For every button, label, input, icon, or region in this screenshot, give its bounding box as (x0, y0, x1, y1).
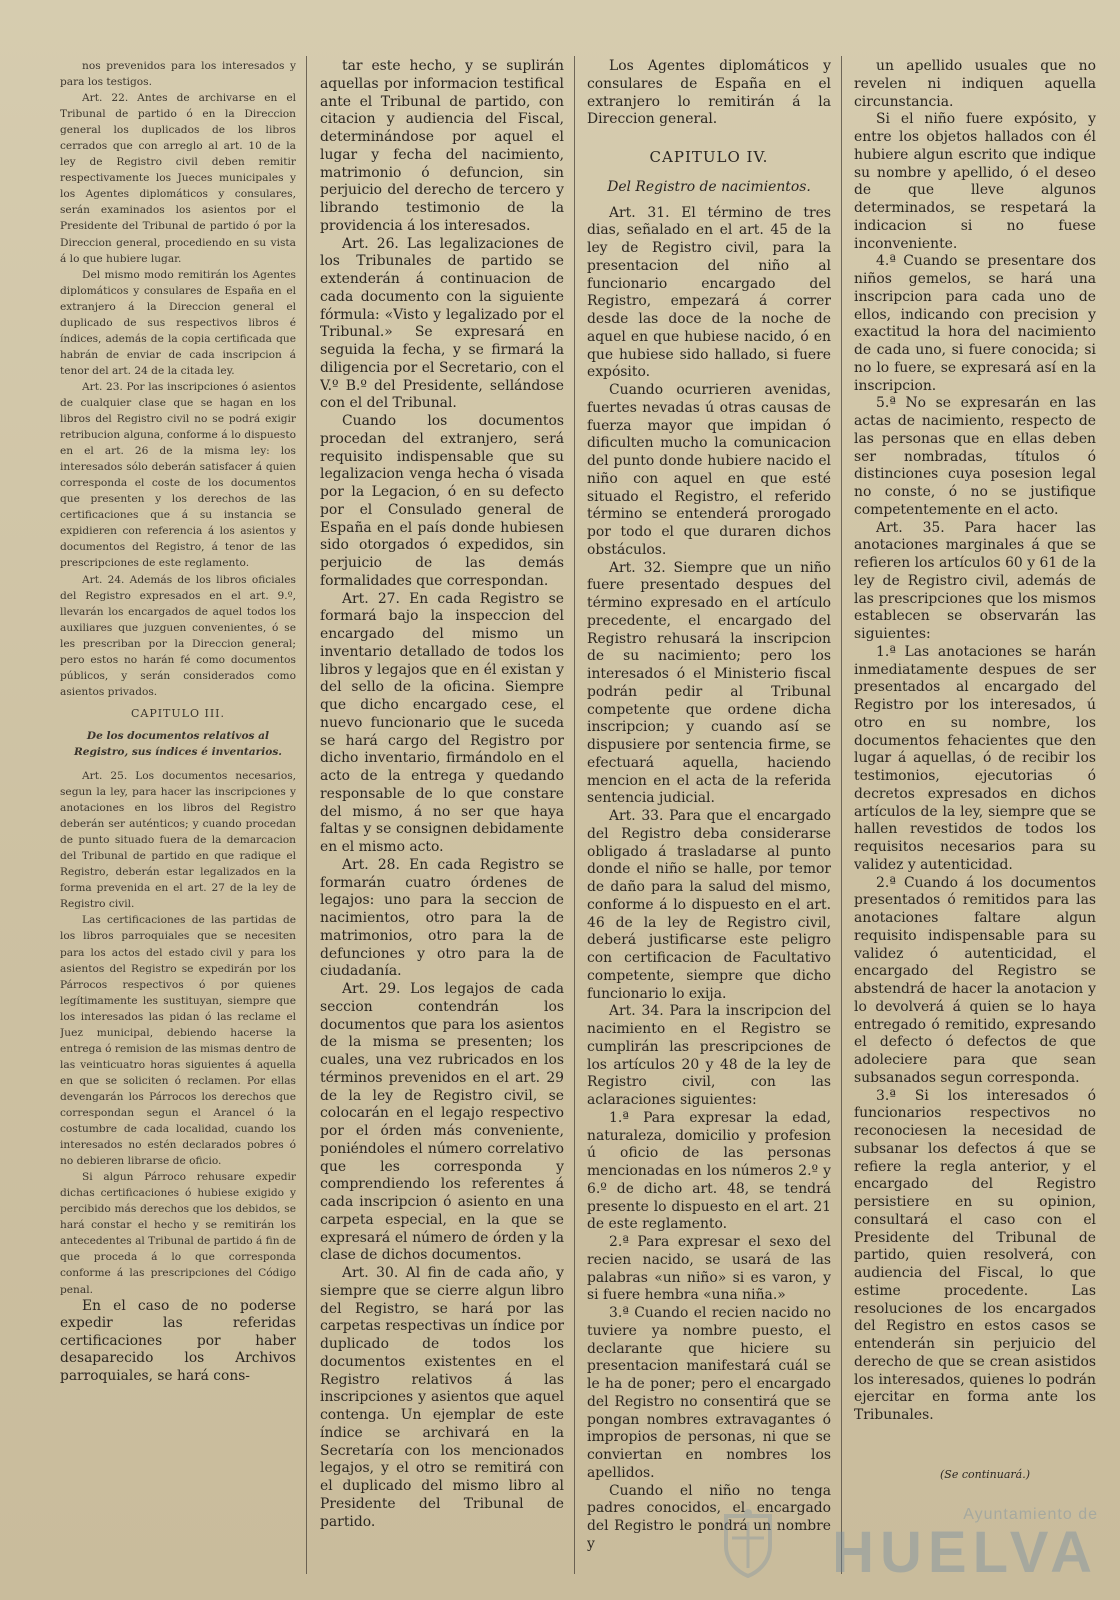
article-29: Art. 29. Los legajos de cada seccion contendrán los documentos que para los asientos de la misma se presenten; los cuales, una vez rubricados en los términos prevenidos en el art. 29 de la ley de Registro civil, se colocarán en el legajo respectivo por el órden más conveniente, poniéndoles el número correlativo que les corresponda y comprendiendo los referentes á cada inscripcion ó asiento en una carpeta especial, en la que se expresará el número de órden y la clase de dichos documentos. (320, 981, 564, 1264)
article-31: Art. 31. El término de tres dias, señalado en el art. 45 de la ley de Registro civil, para la presentacion del niño al funcionario encargado del Registro, empezará á correr desde las doce de la noche de aquel en que hubiese nacido, ó en que hubiese sido hallado, si fuere expósito. (587, 204, 831, 381)
column-3 (587, 58, 831, 1566)
rule-item: 4.ª Cuando se presentare dos niños gemelos, se hará una inscripcion para cada uno de ellos, indicando con precision y exactitud la hora del nacimiento de cada uno, si fuere conocida; si no lo fuere, se expresará así en la inscripcion. (854, 253, 1096, 394)
archive-watermark (832, 1506, 1098, 1585)
continued-note: (Se continuará.) (940, 1468, 1030, 1481)
paragraph: Si el niño fuere expósito, y entre los objetos hallados con él hubiere algun escrito que indique su nombre y apellido, ó el deseo de que lleve algunos determinados, se respetará la indicacion si no fuese inconveniente. (854, 111, 1096, 252)
watermark-line: Ayuntamiento de (963, 1506, 1098, 1523)
column-2 (320, 58, 564, 1566)
paragraph: Cuando ocurrieren avenidas, fuertes nevadas ú otras causas de fuerza mayor que impidan ó dificulten mucho la comunicacion del punto donde hubiere nacido el niño con aquel en que esté situado el Registro, el referido término se entenderá prorogado por todo el que duraren dichos obstáculos. (587, 382, 831, 558)
paragraph: Cuando los documentos procedan del extranjero, será requisito indispensable que su legalizacion venga hecha ó visada por la Legacion, ó en su defecto por el Consulado general de España en el país donde hubiesen sido otorgados ó expedidos, sin perjuicio de las demás formalidades que correspondan. (320, 413, 564, 589)
article-27: Art. 27. En cada Registro se formará bajo la inspeccion del encargado del mismo un inventario detallado de todos los libros y legajos que en él existan y del sello de la oficina. Siempre que dicho encargado cese, el nuevo funcionario que le suceda se hará cargo del Registro por dicho inventario, firmándolo en el acto de la entrega y quedando responsable de lo que constare del mismo, á no ser que haya faltas y se consignen debidamente en el mismo acto. (320, 590, 564, 855)
article-35: Art. 35. Para hacer las anotaciones marginales á que se refieren los artículos 60 y 61 de la ley de Registro civil, además de las prescripciones que los mismos establecen se observarán las siguientes: (854, 519, 1096, 642)
chapter-subtitle: De los documentos relativos al Registro, sus índices é inventarios. (73, 729, 282, 758)
article-34: Art. 34. Para la inscripcion del nacimiento en el Registro se cumplirán las prescripciones de los artículos 20 y 48 de la ley de Registro civil, con las aclaraciones siguientes: (587, 1003, 831, 1108)
article-30: Art. 30. Al fin de cada año, y siempre que se cierre algun libro del Registro, se hará por las carpetas respectivas un índice por duplicado de todos los documentos existentes en el Registro relativos á las inscripciones y asientos que aquel contenga. Un ejemplar de este índice se archivará en la Secretaría con los mencionados legajos, y el otro se remitirá con el duplicado del mismo libro al Presidente del Tribunal de partido. (320, 1265, 564, 1530)
article-22: Art. 22. Antes de archivarse en el Tribunal de partido ó en la Direccion general los duplicados de los libros cerrados que con arreglo al art. 10 de la ley de Registro civil deben remitir respectivamente los Jueces municipales y los Agentes diplomáticos y consulares, serán examinados los asientos por el Presidente del Tribunal de partido ó por la Direccion general, procediendo en su vista á lo que hubiere lugar. (60, 92, 296, 265)
column-1 (60, 58, 296, 1566)
paragraph: tar este hecho, y se suplirán aquellas por informacion testifical ante el Tribunal de partido, con citacion y audiencia del Fiscal, determinándose por aquel el lugar y fecha del nacimiento, matrimonio ó defuncion, sin perjuicio del derecho de tercero y librando testimonio de la providencia á los interesados. (320, 58, 564, 234)
rule-item: 2.ª Para expresar el sexo del recien nacido, se usará de las palabras «un niño» si es varon, y si fuere hembra «una niña.» (587, 1234, 831, 1304)
rule-item: 1.ª Para expresar la edad, naturaleza, domicilio y profesion ú oficio de las personas mencionadas en los números 2.º y 6.º de dicho art. 48, se tendrá presente lo dispuesto en el art. 21 de este reglamento. (587, 1109, 831, 1233)
article-24: Art. 24. Además de los libros oficiales del Registro expresados en el art. 9.º, llevarán los encargados de aquel todos los auxiliares que juzguen convenientes, ó se les prescriban por la Direccion general; pero estos no harán fé como documentos públicos, y serán considerados como asientos privados. (60, 573, 296, 698)
rule-item: 1.ª Las anotaciones se harán inmediatamente despues de ser presentados al encargado del Registro por los interesados, ú otro en su nombre, los documentos fehacientes que den lugar á aquellas, ó de recibir los testimonios, ejecutorias ó decretos expresados en dichos artículos de la ley, siempre que se hallen revestidos de todos los requisitos necesarios para su validez y autenticidad. (854, 643, 1096, 873)
article-28: Art. 28. En cada Registro se formarán cuatro órdenes de legajos: uno para la seccion de nacimientos, otro para la de matrimonios, otro para la de defunciones y otro para la de ciudadanía. (320, 856, 564, 980)
paragraph: Si algun Párroco rehusare expedir dichas certificaciones ó hubiese exigido y percibido más derechos que los debidos, se hará constar el hecho y se remitirán los antecedentes al Tribunal de partido á fin de que proceda á lo que corresponda conforme á las prescripciones del Código penal. (60, 1171, 296, 1296)
paragraph: Cuando el niño no tenga padres conocidos, el encargado del Registro le pondrá un nombre y (587, 1482, 831, 1552)
paragraph: un apellido usuales que no revelen ni indiquen aquella circunstancia. (854, 58, 1096, 110)
article-25: Art. 25. Los documentos necesarios, segun la ley, para hacer las inscripciones y anotaciones en los libros del Registro deberán ser auténticos; y cuando procedan de punto situado fuera de la demarcacion del Tribunal de partido en que radique el Registro, deberán estar legalizados en la forma prevenida en el art. 27 de la ley de Registro civil. (60, 770, 296, 911)
rule-item: 3.ª Cuando el recien nacido no tuviere ya nombre puesto, el declarante que hiciere su presentacion manifestará cuál se le ha de poner; pero el encargado del Registro no consentirá que se pongan nombres extravagantes ó impropios de personas, ni que se conviertan en nombres los apellidos. (587, 1305, 831, 1481)
paragraph: En el caso de no poderse expedir las referidas certificaciones por haber desaparecido los Archivos parroquiales, se hará cons- (60, 1297, 296, 1384)
article-32: Art. 32. Siempre que un niño fuere presentado despues del término expresado en el artículo precedente, el encargado del Registro rehusará la inscripcion de su nacimiento; pero los interesados ó el Ministerio fiscal podrán pedir al Tribunal competente que ordene dicha inscripcion; y cuando así se dispusiere por sentencia firme, se efectuará aquella, haciendo mencion en el acta de la referida sentencia judicial. (587, 559, 831, 807)
column-4 (854, 58, 1096, 1566)
watermark-title: HUELVA (832, 1520, 1098, 1585)
paragraph: Los Agentes diplomáticos y consulares de España en el extranjero lo remitirán á la Direccion general. (587, 58, 831, 128)
column-rule (306, 56, 307, 1574)
coat-of-arms-icon (718, 1508, 778, 1578)
column-rule (574, 56, 575, 1574)
article-26: Art. 26. Las legalizaciones de los Tribunales de partido se extenderán á continuacion de cada documento con la siguiente fórmula: «Visto y legalizado por el Tribunal.» Se expresará en seguida la fecha, y se firmará la diligencia por el Secretario, con el V.º B.º del Presidente, sellándose con el del Tribunal. (320, 235, 564, 412)
article-33: Art. 33. Para que el encargado del Registro deba considerarse obligado á trasladarse al punto donde el niño se halle, por temor de daño para la salud del mismo, conforme á lo dispuesto en el art. 46 de la ley de Registro civil, deberá justificarse este peligro con certificacion de Facultativo competente, siempre que dicho funcionario lo exija. (587, 808, 831, 1002)
chapter-subtitle: Del Registro de nacimientos. (607, 178, 811, 195)
rule-item: 3.ª Si los interesados ó funcionarios respectivos no reconociesen la necesidad de subsanar los defectos á que se refiere la regla anterior, y el encargado del Registro persistiere en su opinion, consultará el caso con el Presidente del Tribunal de partido, quien resolverá, con audiencia del Fiscal, lo que estime procedente. Las resoluciones de los encargados del Registro en estos casos se entenderán sin perjuicio del derecho de que se crean asistidos los interesados, quienes lo podrán ejercitar en forma ante los Tribunales. (854, 1087, 1096, 1423)
chapter-heading: CAPITULO III. (130, 706, 226, 720)
chapter-heading: CAPITULO IV. (649, 148, 769, 166)
rule-item: 5.ª No se expresarán en las actas de nacimiento, respecto de las personas que en ellas deben ser nombradas, títulos ó distinciones cuya posesion legal no conste, ó no se justifique competentemente en el acto. (854, 395, 1096, 518)
paragraph: nos prevenidos para los interesados y para los testigos. (60, 60, 296, 89)
article-23: Art. 23. Por las inscripciones ó asientos de cualquier clase que se hagan en los libros del Registro civil no se podrá exigir retribucion alguna, conforme á lo dispuesto en el art. 26 de la misma ley: los interesados sólo deberán satisfacer á quien corresponda el coste de los documentos que presenten y los derechos de las certificaciones que á su instancia se expidieren con referencia á los asientos y documentos del Registro, á tenor de las prescripciones de este reglamento. (60, 380, 296, 570)
paragraph: Del mismo modo remitirán los Agentes diplomáticos y consulares de España en el extranjero á la Direccion general el duplicado de sus respectivos libros é índices, además de la copia certificada que habrán de enviar de cada inscripcion á tenor del art. 24 de la citada ley. (60, 268, 296, 377)
column-rule (841, 56, 842, 1574)
paragraph: Las certificaciones de las partidas de los libros parroquiales que se necesiten para los actos del estado civil y para los asientos del Registro se expedirán por los Párrocos respectivos ó por quienes legítimamente les sustituyan, siempre que los interesados las pidan ó las reclame el Juez municipal, debiendo hacerse la entrega ó remision de las mismas dentro de las veinticuatro horas siguientes á aquella en que se soliciten ó reclamen. Por ellas devengarán los Párrocos los derechos que correspondan segun el Arancel ó la costumbre de cada localidad, cuando los interesados no estén declarados pobres ó no debieren librarse de oficio. (60, 914, 296, 1168)
rule-item: 2.ª Cuando á los documentos presentados ó remitidos para las anotaciones faltare algun requisito indispensable para su validez ó autenticidad, el encargado del Registro se abstendrá de hacer la anotacion y lo devolverá á quien se lo haya entregado ó remitido, expresando el defecto ó defectos de que adoleciere para que sean subsanados segun corresponda. (854, 874, 1096, 1086)
